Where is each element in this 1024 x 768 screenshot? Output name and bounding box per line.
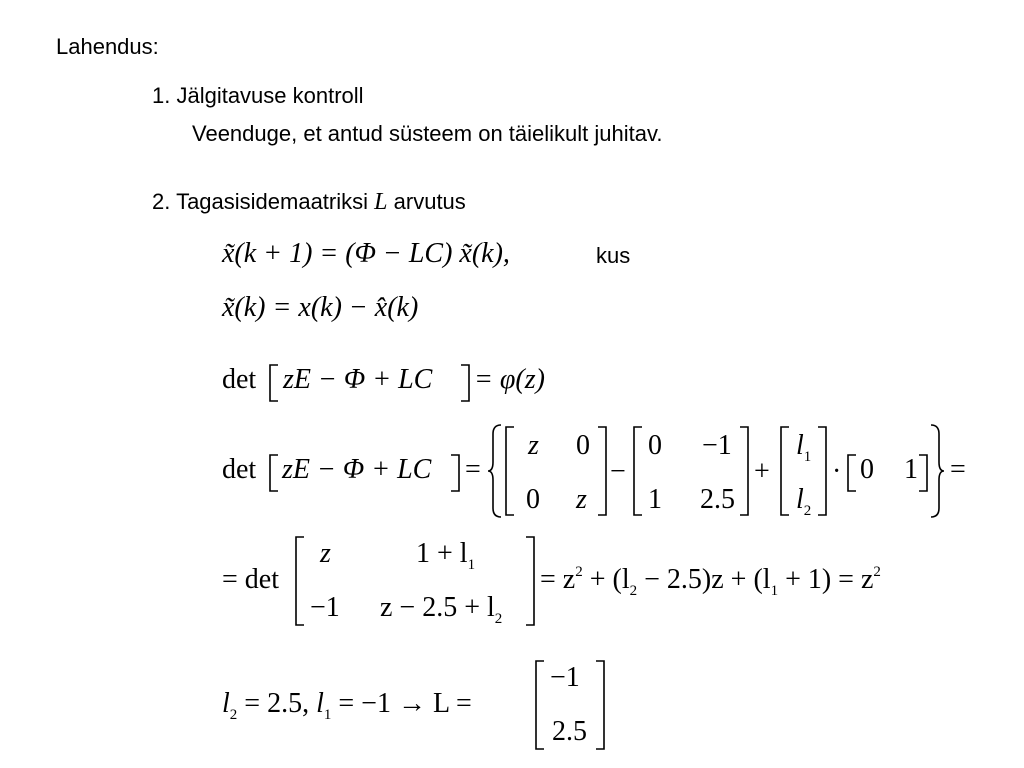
matrix-1-a11: z — [528, 430, 539, 461]
equals-sign: = — [465, 454, 481, 485]
det-label: det — [222, 364, 257, 395]
matrix-2-right-bracket — [738, 426, 750, 516]
poly-square: 2 — [575, 564, 583, 580]
result-vector-l2: 2.5 — [552, 716, 587, 747]
left-bracket-2 — [268, 454, 280, 492]
result-vector-left-bracket — [534, 660, 546, 750]
matrix-3-a22 — [380, 592, 503, 627]
poly-part-a: = z — [540, 564, 576, 595]
l-vector-left-bracket — [779, 426, 791, 516]
characteristic-matrix-expression: zE − Φ + LC — [283, 364, 433, 395]
poly-square-2: 2 — [873, 564, 881, 580]
step-2-title-suffix: arvutus — [393, 189, 466, 214]
characteristic-equation — [222, 366, 256, 394]
row-vector-c1: 0 — [860, 454, 874, 485]
matrix-1-a12: 0 — [576, 430, 590, 461]
matrix-3-a21: −1 — [310, 592, 340, 623]
step-1-title: 1. Jälgitavuse kontroll — [152, 83, 364, 108]
sol-l1-subscript: 1 — [323, 707, 332, 723]
poly-sub-2: 2 — [629, 583, 638, 599]
matrix-3-a12 — [416, 538, 476, 573]
matrix-2-a12: −1 — [702, 430, 732, 461]
matrix-1-a21: 0 — [526, 484, 540, 515]
matrix-3-a22-text: z − 2.5 + l — [380, 592, 495, 623]
sol-l2-subscript: 2 — [229, 707, 238, 723]
estimation-error-equation: x̃(k) = x(k) − x̂(k) — [222, 292, 419, 323]
characteristic-polynomial: = φ(z) — [474, 364, 545, 395]
plus-sign: + — [754, 456, 770, 487]
l1-subscript: 1 — [803, 449, 812, 465]
left-bracket — [268, 364, 280, 402]
l-vector-right-bracket — [816, 426, 828, 516]
matrix-1-right-bracket — [596, 426, 608, 516]
matrix-1-left-bracket — [504, 426, 516, 516]
matrix-2-a21: 1 — [648, 484, 662, 515]
solution-heading: Lahendus: — [56, 34, 159, 59]
matrix-1-a22: z — [576, 484, 587, 515]
matrix-3-left-bracket — [294, 536, 306, 626]
matrix-3-a22-subscript: 2 — [494, 611, 503, 627]
where-label: kus — [596, 243, 631, 268]
det-label-2: det — [222, 454, 257, 485]
sol-l2-value: = 2.5, — [244, 688, 310, 719]
step-2-title-variable: L — [374, 189, 388, 215]
step-2-title-prefix: 2. Tagasisidemaatriksi — [152, 189, 369, 214]
row-vector-right-bracket — [917, 454, 929, 492]
matrix-3-a12-text: 1 + l — [416, 538, 468, 569]
l2-symbol: l — [796, 484, 804, 515]
poly-sub-1: 1 — [770, 583, 779, 599]
l2-element — [796, 484, 812, 519]
matrix-2-left-bracket — [632, 426, 644, 516]
result-vector-right-bracket — [594, 660, 606, 750]
gain-solution — [222, 688, 472, 723]
matrix-2-a11: 0 — [648, 430, 662, 461]
sol-l1-value: = −1 → L = — [338, 688, 472, 719]
poly-part-b: + (l — [582, 564, 630, 595]
l1-element — [796, 430, 812, 465]
left-brace — [487, 424, 503, 518]
right-bracket — [459, 364, 471, 402]
minus-sign: − — [610, 456, 626, 487]
step-2-title — [152, 190, 466, 214]
result-vector-l1: −1 — [550, 662, 580, 693]
expanded-polynomial — [540, 564, 881, 599]
step-1-text: Veenduge, et antud süsteem on täielikult juhitav. — [192, 121, 663, 146]
sol-l2-symbol: l — [222, 688, 230, 719]
matrix-2-a22: 2.5 — [700, 484, 735, 515]
dot-operator: · — [832, 456, 842, 487]
poly-part-d: + 1) = z — [778, 564, 874, 595]
det-label-3: = det — [222, 564, 279, 595]
row-vector-c2: 1 — [904, 454, 918, 485]
row-vector-left-bracket — [846, 454, 858, 492]
matrix-3-a11: z — [320, 538, 331, 569]
right-bracket-2 — [449, 454, 461, 492]
sol-l1-symbol: l — [316, 688, 324, 719]
l2-subscript: 2 — [803, 503, 812, 519]
characteristic-matrix-expression-2: zE − Φ + LC — [282, 454, 432, 485]
right-brace — [929, 424, 945, 518]
error-dynamics-equation: x̃(k + 1) = (Φ − LC) x̃(k), — [222, 238, 510, 269]
poly-part-c: − 2.5)z + (l — [637, 564, 771, 595]
l1-symbol: l — [796, 430, 804, 461]
trailing-equals: = — [950, 454, 966, 485]
matrix-3-a12-subscript: 1 — [467, 557, 476, 573]
matrix-3-right-bracket — [524, 536, 536, 626]
